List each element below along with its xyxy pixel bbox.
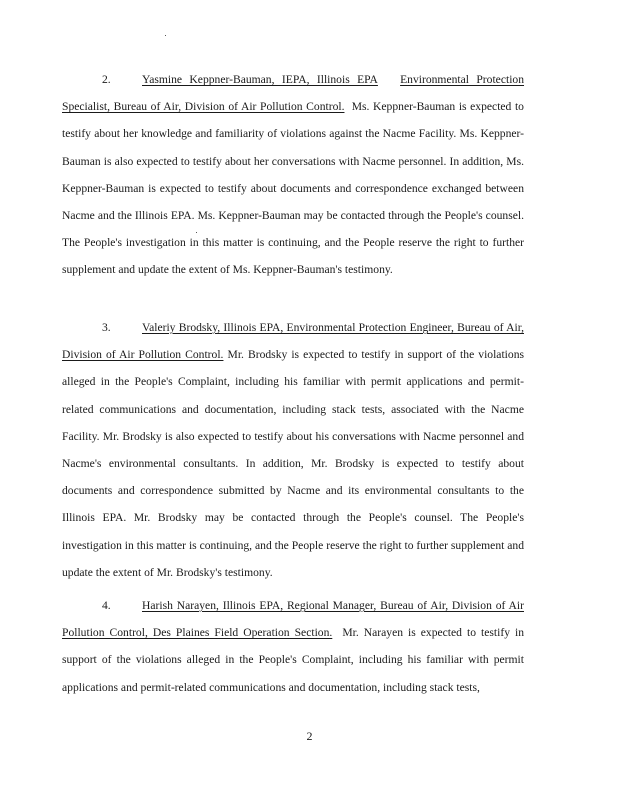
page-number: 2 (306, 729, 313, 743)
paragraph-body: Ms. Keppner-Bauman is expected to testify about her knowledge and familiarity of violations against the Nacme Facility. Ms. Keppner-Bauman is also expected to testify about her conversations with Nacme personnel. In addition, Ms. Keppner-Bauman is expected to testify about documents and correspondence exchanged between Nacme and the Illinois EPA. Ms. Keppner-Bauman may be contacted through the People's counsel. The People's investigation in this matter is continuing, and the People reserve the right to further supplement and update the extent of Ms. Keppner-Bauman's testimony. (62, 100, 524, 277)
paragraph-3 (62, 314, 524, 586)
witness-heading: Yasmine Keppner-Bauman, IEPA, Illinois EPA (142, 73, 378, 86)
witness-heading: Valeriy Brodsky, Illinois EPA, Environmental Protection Engineer, Bureau of Air, Division of Air Pollution Control. (62, 321, 524, 362)
witness-heading: Harish Narayen, Illinois EPA, Regional Manager, Bureau of Air, Division of Air Pollution Control, Des Plaines Field Operation Section. (62, 599, 524, 640)
paragraph-number: 3. (102, 321, 111, 334)
paragraph-2 (62, 66, 524, 284)
scan-speck (165, 35, 166, 36)
paragraph-number: 4. (102, 599, 111, 612)
paragraph-4 (62, 592, 524, 701)
paragraph-body: Mr. Brodsky is expected to testify in support of the violations alleged in the People's Complaint, including his familiar with permit applications and permit-related communications and documentation, including stack tests, associated with the Nacme Facility. Mr. Brodsky is also expected to testify about his conversations with Nacme personnel and Nacme's environmental consultants. In addition, Mr. Brodsky is expected to testify about documents and correspondence submitted by Nacme and its environmental consultants to the Illinois EPA. Mr. Brodsky may be contacted through the People's counsel. The People's investigation in this matter is continuing, and the People reserve the right to further supplement and update the extent of Mr. Brodsky's testimony. (62, 348, 524, 579)
paragraph-number: 2. (102, 73, 111, 86)
paragraph-body: Mr. Narayen is expected to testify in support of the violations alleged in the People's Complaint, including his familiar with permit applications and permit-related communications and documentation, including stack tests, (62, 626, 525, 694)
witness-title: Environmental Protection Specialist, Bureau of Air, Division of Air Pollution Control. (62, 73, 525, 114)
